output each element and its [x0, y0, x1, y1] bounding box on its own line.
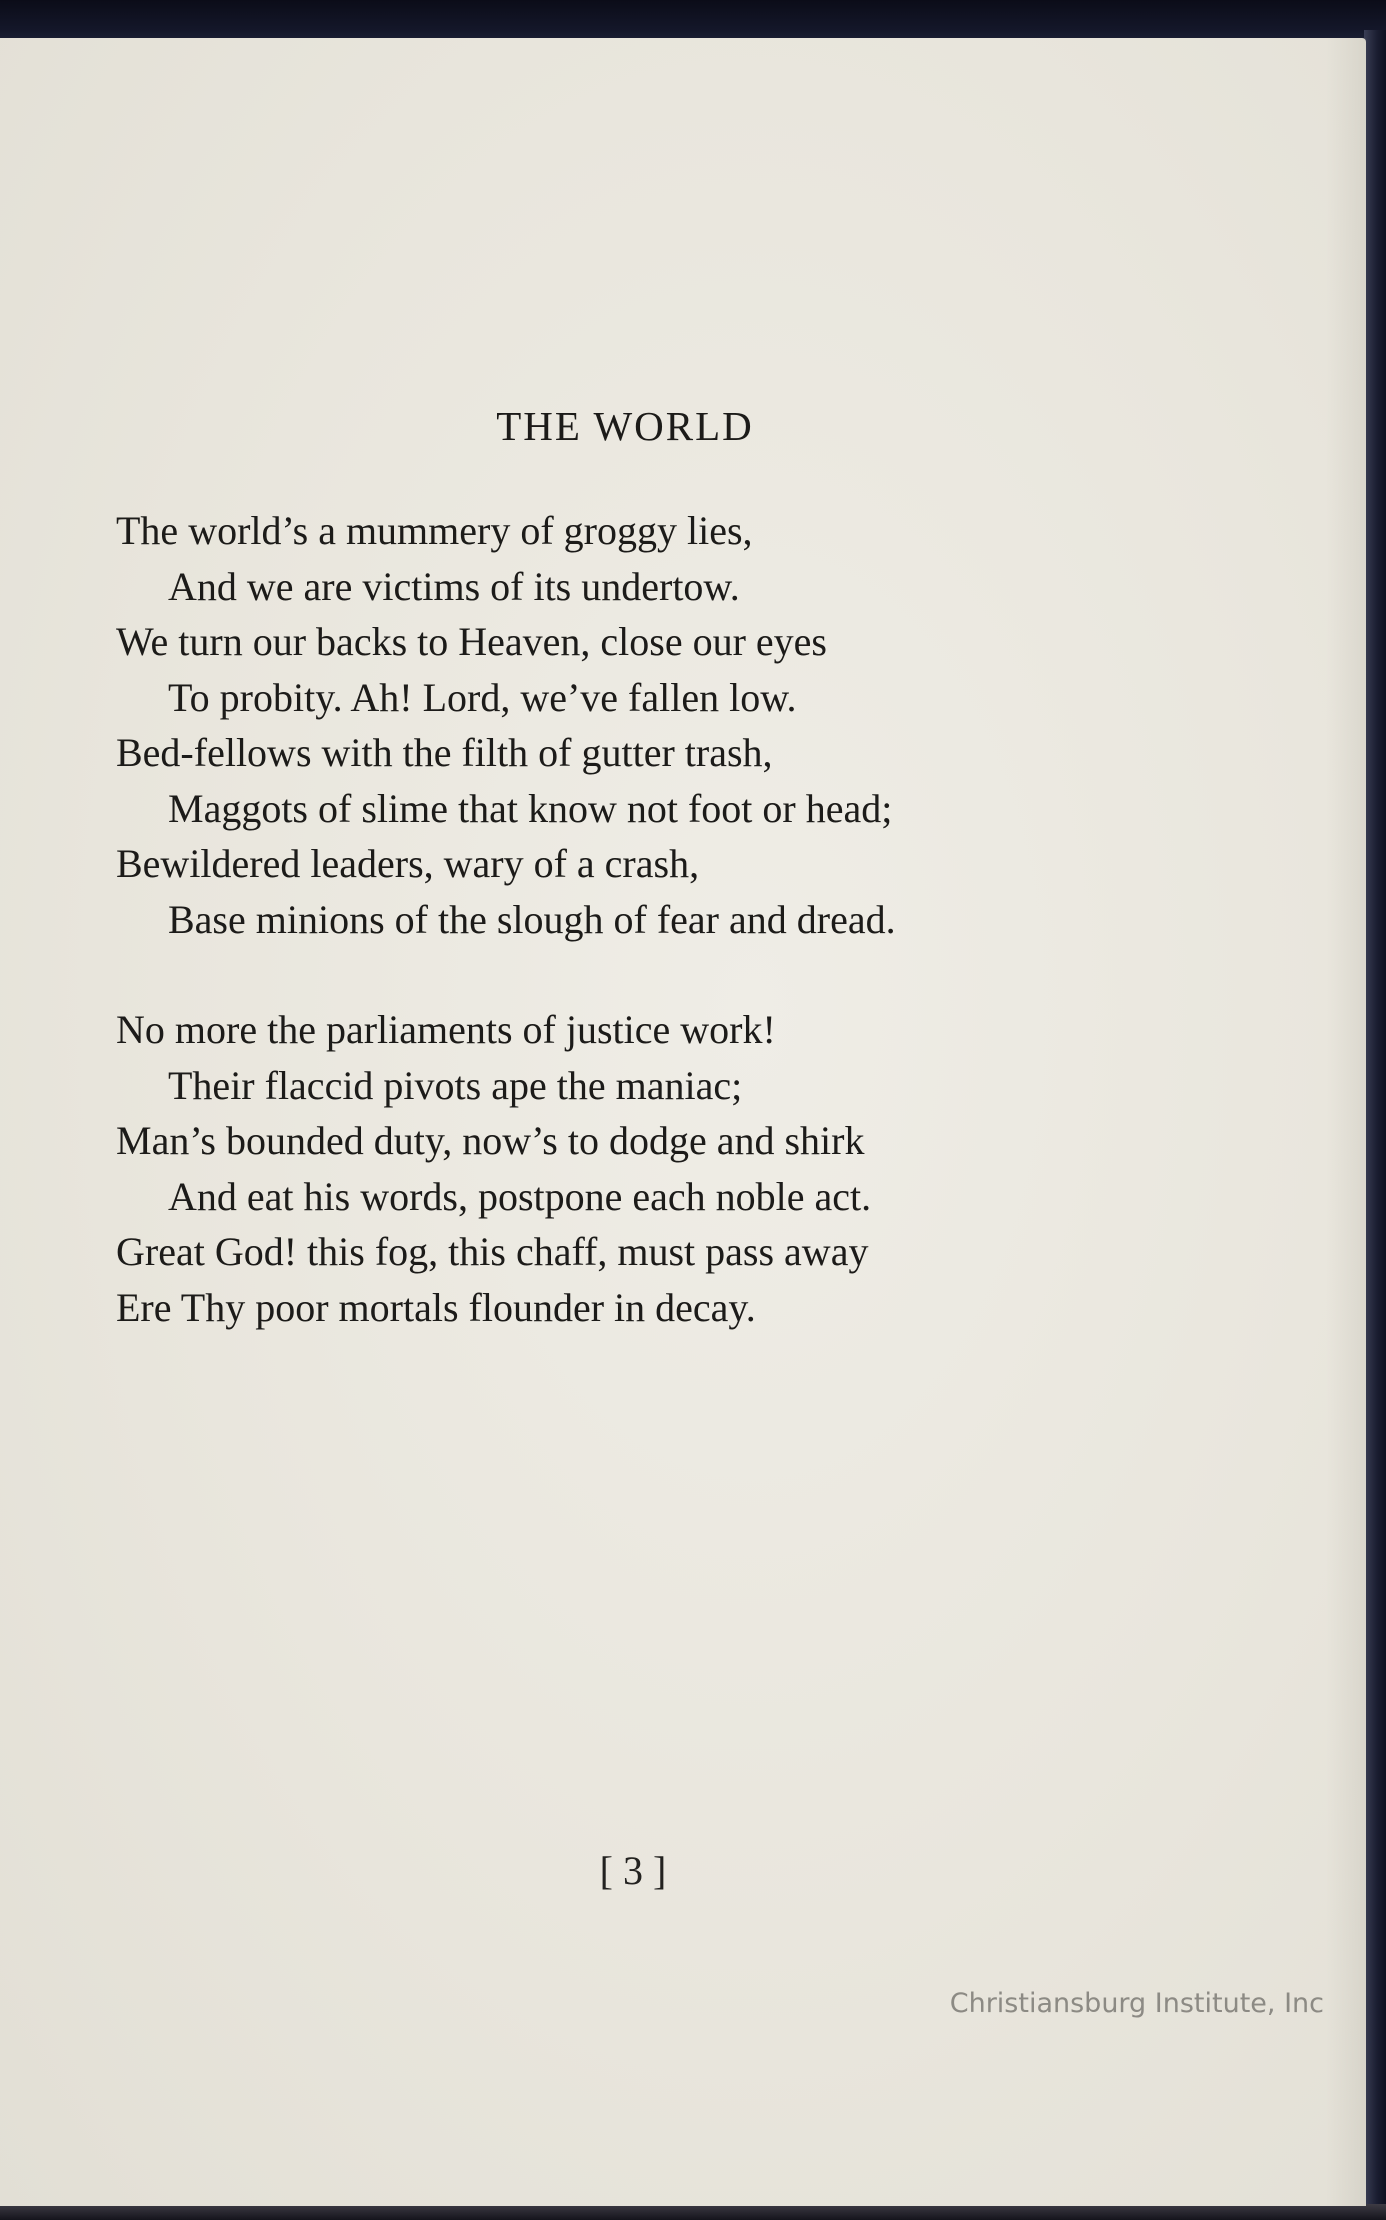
scan-right-edge — [1364, 30, 1386, 2220]
poem-title: THE WORLD — [496, 403, 754, 449]
poem-line: And eat his words, postpone each noble act. — [168, 1173, 872, 1219]
poem-line: And we are victims of its undertow. — [168, 563, 740, 609]
poem-line: Bed-fellows with the filth of gutter trash, — [116, 730, 773, 775]
poem-line: Maggots of slime that know not foot or head; — [168, 785, 893, 831]
poem-line: No more the parliaments of justice work! — [116, 1007, 776, 1052]
poem-line: Bewildered leaders, wary of a crash, — [116, 841, 700, 886]
poem-line: We turn our backs to Heaven, close our eyes — [116, 619, 827, 664]
poem-line: Man’s bounded duty, now’s to dodge and shirk — [116, 1118, 865, 1163]
page-number: [ 3 ] — [599, 1848, 667, 1893]
watermark-text: Christiansburg Institute, Inc — [949, 1988, 1324, 2019]
poem-line: The world’s a mummery of groggy lies, — [116, 508, 753, 553]
stanza-1 — [116, 503, 896, 947]
poem-line: To probity. Ah! Lord, we’ve fallen low. — [168, 674, 797, 720]
stanza-2 — [116, 1002, 871, 1335]
scan-bottom-edge — [0, 2204, 1386, 2220]
poem-line: Great God! this fog, this chaff, must pass away — [116, 1229, 869, 1274]
poem-line: Ere Thy poor mortals flounder in decay. — [116, 1284, 756, 1330]
book-page — [0, 38, 1366, 2206]
page-shadow — [1326, 38, 1366, 2206]
poem-line: Base minions of the slough of fear and dread. — [168, 896, 896, 942]
poem-line: Their flaccid pivots ape the maniac; — [168, 1062, 743, 1108]
